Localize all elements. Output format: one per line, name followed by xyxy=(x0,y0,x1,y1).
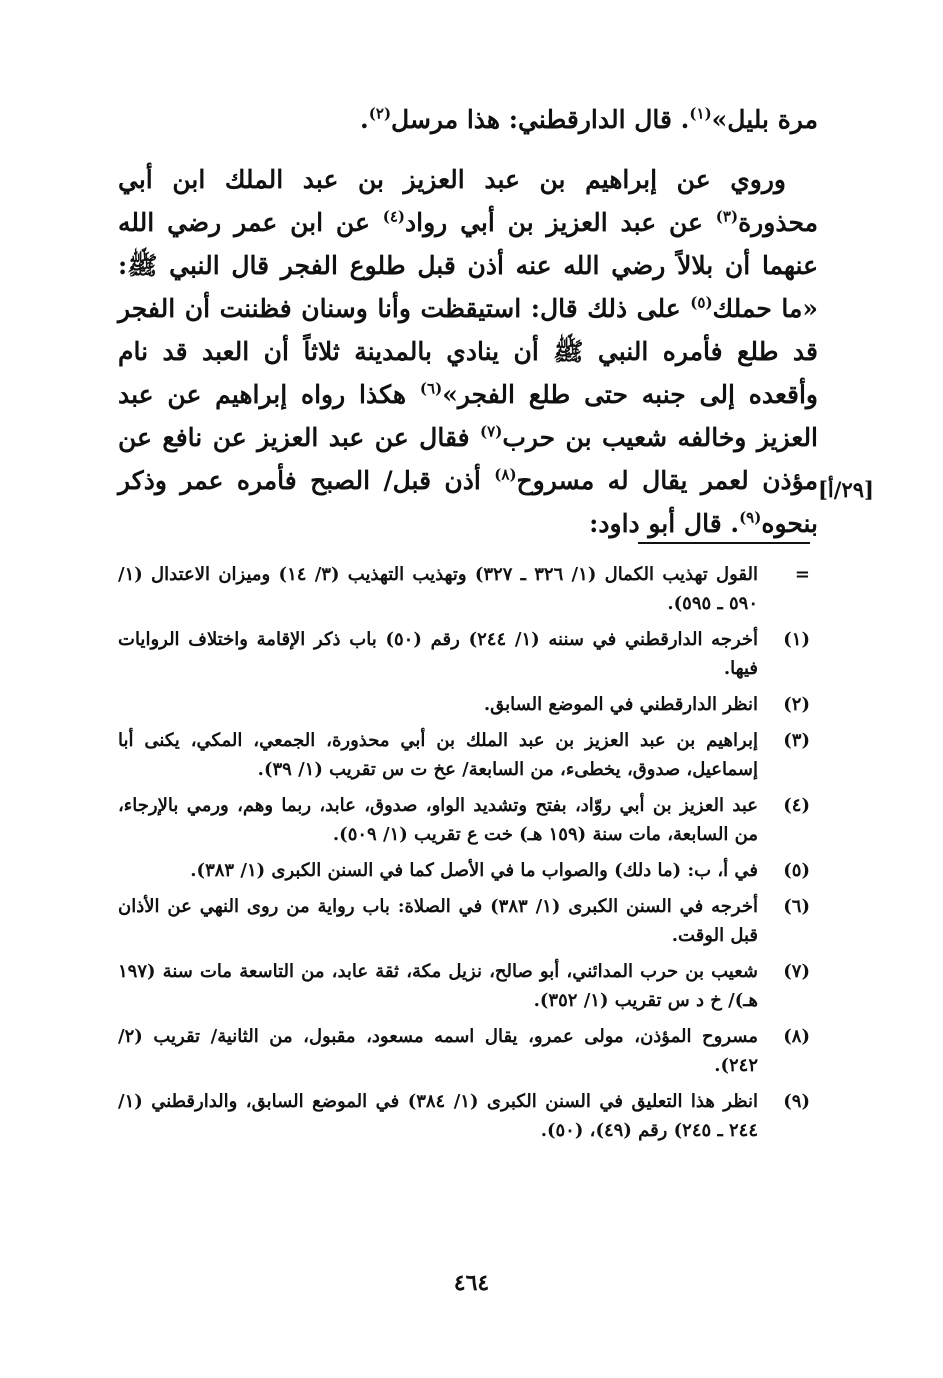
footnote-ref-3: (٣) xyxy=(715,207,739,226)
footnote-9: (٩) انظر هذا التعليق في السنن الكبرى (١/ ٣٨٤) في الموضع السابق، والدارقطني (١/ ٢٤٤ ـ ٢٤٥) رقم (٤٩)، (٥٠). xyxy=(118,1091,810,1141)
footnote-ref-4: (٤) xyxy=(382,207,405,226)
footnotes xyxy=(118,560,810,1152)
footnote-divider xyxy=(638,542,810,544)
footnote-ref-1: (١) xyxy=(689,104,712,123)
footnote-ref-6: (٦) xyxy=(419,379,443,398)
main-text xyxy=(118,98,818,545)
footnote-ref-9: (٩) xyxy=(739,508,762,527)
paragraph-1: مرة بليل»$^{(١)}$. قال الدارقطني: هذا مرسل$^{(٢)}$. xyxy=(360,104,818,134)
footnote-1: (١) أخرجه الدارقطني في سننه (١/ ٢٤٤) رقم (٥٠) باب ذكر الإقامة واختلاف الروايات فيها. xyxy=(118,629,810,679)
footnote-5: (٥) في أ، ب: (ما دلك) والصواب ما في الأصل كما في السنن الكبرى (١/ ٣٨٣). xyxy=(190,860,810,881)
footnote-continuation: = القول تهذيب الكمال (١/ ٣٢٦ ـ ٣٢٧) وتهذيب التهذيب (٣/ ١٤) وميزان الاعتدال (١/ ٥٩٠ ـ ٥٩٥). xyxy=(118,564,810,614)
footnote-6: (٦) أخرجه في السنن الكبرى (١/ ٣٨٣) في الصلاة: باب رواية من روى النهي عن الأذان قبل الوقت. xyxy=(118,896,810,946)
paragraph-2: وروي عن إبراهيم بن عبد العزيز بن عبد الملك ابن أبي محذورة$^{(٣)}$ عن عبد العزيز بن أبي رواد$^{(٤)}$ عن ابن عمر رضي الله عنهما أن بلالاً رضي الله عنه أذن قبل طلوع الفجر قال النبي ﷺ: «ما حملك$^{(٥)}$ على ذلك قال: استيقظت وأنا وسنان فظننت أن الفجر قد طلع فأمره النبي ﷺ أن ينادي بالمدينة ثلاثاً أن العبد قد نام وأقعده إلى جنبه حتى طلع الفجر»$^{(٦)}$ هكذا رواه إبراهيم عن عبد العزيز وخالفه شعيب بن حرب$^{(٧)}$ فقال عن عبد العزيز عن نافع عن مؤذن لعمر يقال له مسروح$^{(٨)}$ أذن قبل/ الصبح فأمره عمر وذكر بنحوه$^{(٩)}$. قال أبو داود: xyxy=(118,165,819,538)
footnote-ref-5: (٥) xyxy=(690,293,713,312)
page-number: ٤٦٤ xyxy=(453,1270,490,1296)
footnote-ref-7: (٧) xyxy=(480,422,503,441)
footnote-8: (٨) مسروح المؤذن، مولى عمرو، يقال اسمه مسعود، مقبول، من الثانية/ تقريب (٢/ ٢٤٢). xyxy=(118,1026,810,1076)
footnote-2: (٢) انظر الدارقطني في الموضع السابق. xyxy=(483,694,810,715)
footnote-7: (٧) شعيب بن حرب المدائني، أبو صالح، نزيل مكة، ثقة عابد، من التاسعة مات سنة (١٩٧ هـ)/ خ د س تقريب (١/ ٣٥٢). xyxy=(118,961,810,1011)
manuscript-folio-marker: [٢٩/أ] xyxy=(818,477,874,502)
footnote-ref-2: (٢) xyxy=(368,104,392,123)
footnote-4: (٤) عبد العزيز بن أبي روّاد، بفتح وتشديد الواو، صدوق، عابد، ربما وهم، ورمي بالإرجاء، من السابعة، مات سنة (١٥٩ هـ) خت ع تقريب (١/ ٥٠٩). xyxy=(118,795,810,845)
footnote-3: (٣) إبراهيم بن عبد العزيز بن عبد الملك بن أبي محذورة، الجمعي، المكي، يكنى أبا إسماعيل، صدوق، يخطىء، من السابعة/ عخ ت س تقريب (١/ ٣٩). xyxy=(118,730,810,780)
footnote-ref-8: (٨) xyxy=(494,465,517,484)
